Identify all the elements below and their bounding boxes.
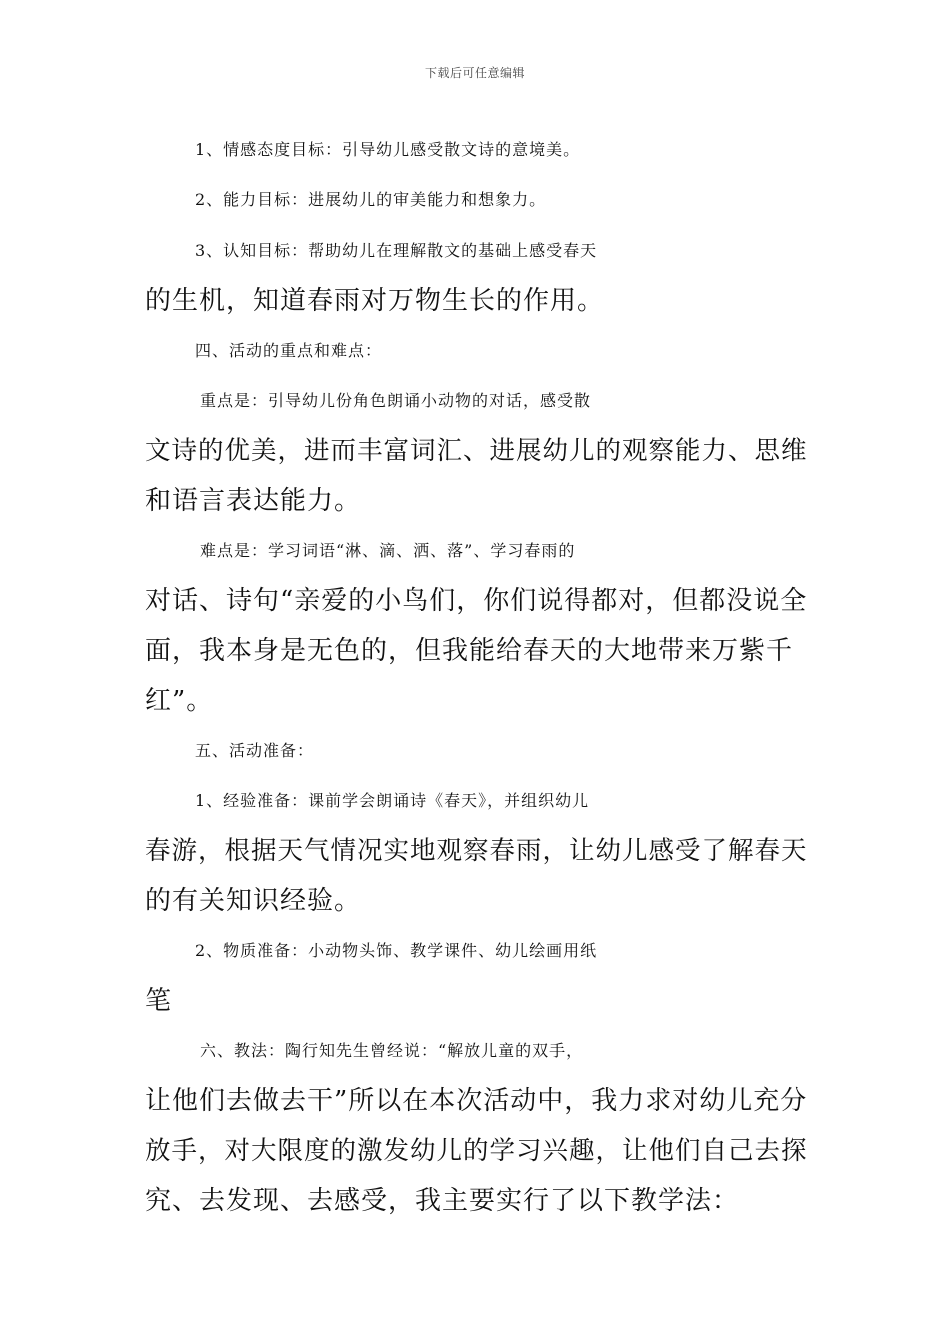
text-line: 的生机，知道春雨对万物生长的作用。 [145, 286, 605, 316]
text-line: 对话、诗句“亲爱的小鸟们，你们说得都对，但都没说全 [145, 586, 808, 616]
text-line: 面，我本身是无色的，但我能给春天的大地带来万紫千 [145, 636, 794, 666]
text-line: 六、教法：陶行知先生曾经说：“解放儿童的双手， [200, 1041, 584, 1060]
text-line: 五、活动准备： [195, 741, 315, 760]
text-line: 1、经验准备：课前学会朗诵诗《春天》，并组织幼儿 [195, 791, 590, 810]
text-line: 究、去发现、去感受，我主要实行了以下教学法： [145, 1186, 740, 1216]
text-line: 笔 [145, 986, 173, 1016]
text-line: 春游，根据天气情况实地观察春雨，让幼儿感受了解春天 [145, 836, 808, 866]
text-line: 2、物质准备：小动物头饰、教学课件、幼儿绘画用纸 [195, 941, 598, 960]
text-line: 红”。 [145, 686, 214, 716]
text-line: 难点是：学习词语“淋、滴、洒、落”、学习春雨的 [200, 541, 576, 560]
text-line: 放手，对大限度的激发幼儿的学习兴趣，让他们自己去探 [145, 1136, 808, 1166]
text-line: 让他们去做去干”所以在本次活动中，我力求对幼儿充分 [145, 1086, 808, 1116]
text-line: 1、情感态度目标：引导幼儿感受散文诗的意境美。 [195, 140, 581, 159]
text-line: 的有关知识经验。 [145, 886, 362, 916]
text-line: 四、活动的重点和难点： [195, 341, 383, 360]
text-line: 文诗的优美，进而丰富词汇、进展幼儿的观察能力、思维 [145, 436, 808, 466]
text-line: 重点是：引导幼儿份角色朗诵小动物的对话，感受散 [200, 391, 592, 410]
text-line: 2、能力目标：进展幼儿的审美能力和想象力。 [195, 190, 547, 209]
text-line: 和语言表达能力。 [145, 486, 362, 516]
page-header: 下载后可任意编辑 [424, 66, 525, 80]
text-line: 3、认知目标：帮助幼儿在理解散文的基础上感受春天 [195, 241, 598, 260]
